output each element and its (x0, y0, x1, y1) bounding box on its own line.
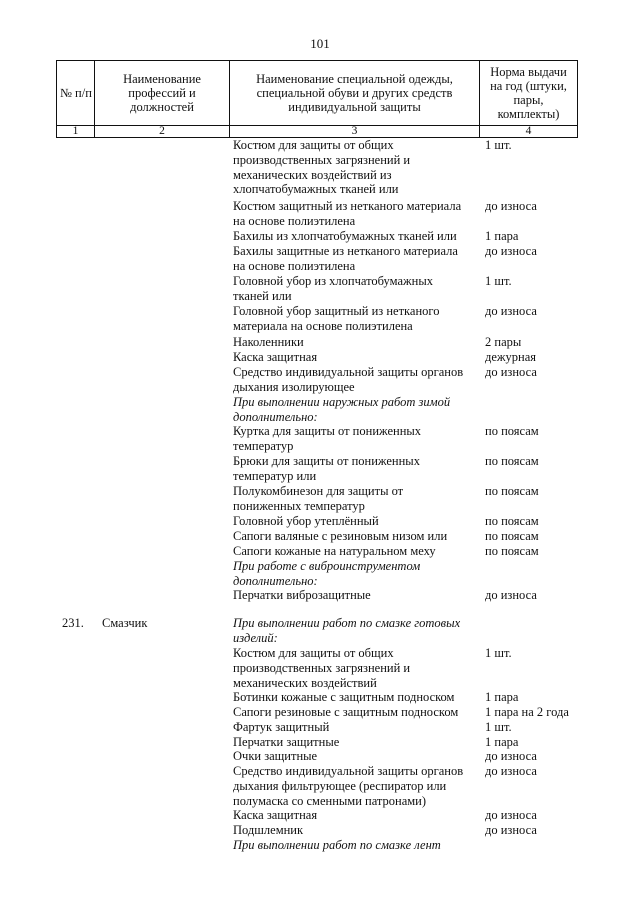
profession-name: Смазчик (102, 616, 148, 630)
issue-norm: до износа (485, 199, 537, 213)
table-header (56, 60, 578, 138)
item-name (233, 808, 479, 823)
item-name (233, 244, 479, 274)
header-cell-line: должностей (130, 100, 194, 114)
item-name (233, 690, 479, 705)
item-name-line: При работе с виброинструментом (233, 559, 421, 573)
page-number: 101 (310, 36, 330, 51)
item-name-line: Головной убор утеплённый (233, 514, 379, 528)
column-number-4: 4 (480, 126, 578, 138)
issue-norm: до износа (485, 304, 537, 318)
header-cell-line: Норма выдачи (490, 65, 567, 79)
item-name-line: материала на основе полиэтилена (233, 318, 413, 333)
item-name-line: Бахилы защитные из нетканого материала (233, 244, 458, 258)
item-name-line: производственных загрязнений и (233, 152, 411, 167)
item-name-line: пониженных температур (233, 498, 365, 513)
item-name (233, 735, 479, 750)
header-cell-line: профессий и (128, 86, 196, 100)
issue-norm: по поясам (485, 424, 539, 438)
item-name (233, 484, 479, 514)
issue-norm: до износа (485, 588, 537, 602)
issue-norm: 1 шт. (485, 274, 512, 288)
item-name-line: температур или (233, 468, 317, 483)
item-name-line: При выполнении наружных работ зимой (233, 395, 451, 409)
item-name-line: Брюки для защиты от пониженных (233, 454, 420, 468)
item-name-line: хлопчатобумажных тканей или (233, 182, 399, 197)
issue-norm: 1 пара (485, 229, 519, 243)
item-name-line: Головной убор защитный из нетканого (233, 304, 440, 318)
item-name-line: Средство индивидуальной защиты органов (233, 764, 464, 778)
header-cell-line: Наименование специальной одежды, (256, 72, 453, 86)
item-name-line: дополнительно: (233, 409, 318, 424)
header-cell-line: индивидуальной защиты (288, 100, 421, 114)
header-cell-1 (57, 61, 95, 126)
item-name (233, 646, 479, 690)
header-cell-line: № п/п (60, 86, 92, 100)
item-name-line: Сапоги кожаные на натуральном меху (233, 544, 436, 558)
item-name-line: изделий: (233, 630, 278, 645)
item-name-line: полумаска со сменными патронами) (233, 793, 427, 808)
column-number-3: 3 (230, 126, 480, 138)
item-name-line: Подшлемник (233, 823, 304, 837)
section-subheading (233, 559, 479, 589)
issue-norm: до износа (485, 365, 537, 379)
issue-norm: 1 пара (485, 690, 519, 704)
item-name-line: механических воздействий из (233, 167, 392, 182)
issue-norm: по поясам (485, 484, 539, 498)
issue-norm: 1 шт. (485, 138, 512, 152)
item-name (233, 588, 479, 603)
item-name-line: механических воздействий (233, 675, 377, 690)
item-name-line: Полукомбинезон для защиты от (233, 484, 404, 498)
header-cell-line: на год (штуки, (490, 79, 567, 93)
issue-norm: по поясам (485, 514, 539, 528)
section-subheading (233, 395, 479, 425)
item-name-line: Средство индивидуальной защиты органов (233, 365, 464, 379)
header-cell-line: пары, (513, 93, 544, 107)
header-cell-2 (95, 61, 230, 126)
issue-norm: до износа (485, 823, 537, 837)
issue-norm: 1 шт. (485, 720, 512, 734)
item-name-line: дополнительно: (233, 573, 318, 588)
issue-norm: до износа (485, 764, 537, 778)
item-name-line: Сапоги резиновые с защитным подноском (233, 705, 459, 719)
header-cell-3 (230, 61, 480, 126)
item-name (233, 544, 479, 559)
item-name (233, 749, 479, 764)
item-name (233, 514, 479, 529)
item-name (233, 823, 479, 838)
item-name-line: Куртка для защиты от пониженных (233, 424, 422, 438)
item-name-line: Каска защитная (233, 808, 318, 822)
header-cell-line: специальной обуви и других средств (256, 86, 453, 100)
item-name-line: дыхания фильтрующее (респиратор или (233, 778, 447, 793)
item-name-line: Сапоги валяные с резиновым низом или (233, 529, 448, 543)
item-name (233, 138, 479, 197)
item-name (233, 529, 479, 544)
item-name-line: Наколенники (233, 335, 304, 349)
item-name-line: на основе полиэтилена (233, 213, 356, 228)
item-name-line: температур (233, 438, 294, 453)
item-name (233, 304, 479, 334)
column-number-row (57, 126, 578, 138)
section-subheading (233, 616, 479, 646)
item-name-line: тканей или (233, 288, 292, 303)
issue-norm: по поясам (485, 544, 539, 558)
item-name-line: на основе полиэтилена (233, 258, 356, 273)
header-cell-4 (480, 61, 578, 126)
issue-norm: дежурная (485, 350, 537, 364)
issue-norm: по поясам (485, 454, 539, 468)
item-name (233, 335, 479, 350)
item-name (233, 199, 479, 229)
item-name (233, 350, 479, 365)
item-name-line: Ботинки кожаные с защитным подноском (233, 690, 455, 704)
issue-norm: 1 шт. (485, 646, 512, 660)
item-name (233, 274, 479, 304)
item-name (233, 229, 479, 244)
section-subheading (233, 838, 479, 853)
column-number-2: 2 (95, 126, 230, 138)
item-name (233, 365, 479, 395)
issue-norm: до износа (485, 749, 537, 763)
item-name-line: дыхания изолирующее (233, 379, 355, 394)
item-name-line: Фартук защитный (233, 720, 330, 734)
row-number: 231. (62, 616, 84, 630)
header-row (57, 61, 578, 126)
item-name-line: Костюм для защиты от общих (233, 646, 394, 660)
item-name-line: Костюм для защиты от общих (233, 138, 394, 152)
item-name-line: Перчатки защитные (233, 735, 340, 749)
issue-norm: до износа (485, 808, 537, 822)
item-name (233, 720, 479, 735)
issue-norm: 1 пара (485, 735, 519, 749)
item-name-line: Очки защитные (233, 749, 318, 763)
item-name-line: Головной убор из хлопчатобумажных (233, 274, 433, 288)
item-name (233, 764, 479, 808)
item-name-line: производственных загрязнений и (233, 660, 411, 675)
item-name (233, 705, 479, 720)
issue-norm: 1 пара на 2 года (485, 705, 569, 719)
issue-norm: 2 пары (485, 335, 522, 349)
column-number-1: 1 (57, 126, 95, 138)
item-name (233, 424, 479, 454)
issue-norm: до износа (485, 244, 537, 258)
item-name-line: При выполнении работ по смазке лент (233, 838, 441, 852)
issue-norm: по поясам (485, 529, 539, 543)
header-cell-line: комплекты) (497, 107, 560, 121)
item-name-line: При выполнении работ по смазке готовых (233, 616, 461, 630)
item-name-line: Перчатки виброзащитные (233, 588, 371, 602)
item-name-line: Костюм защитный из нетканого материала (233, 199, 462, 213)
item-name-line: Каска защитная (233, 350, 318, 364)
header-cell-line: Наименование (123, 72, 201, 86)
item-name (233, 454, 479, 484)
item-name-line: Бахилы из хлопчатобумажных тканей или (233, 229, 457, 243)
